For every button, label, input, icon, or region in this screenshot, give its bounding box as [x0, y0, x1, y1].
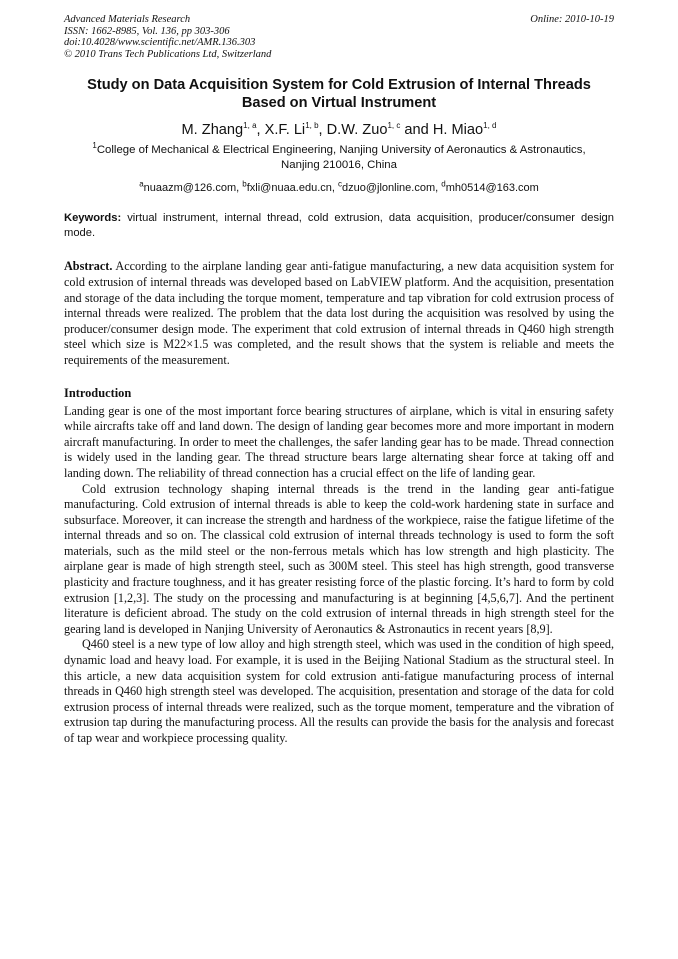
abstract: [64, 259, 614, 368]
journal-issn: ISSN: 1662-8985, Vol. 136, pp 303-306: [64, 25, 230, 37]
author: H. Miao$^{1, d}$: [432, 121, 497, 139]
author: X.F. Li$^{1, b}$,: [264, 121, 327, 139]
author-email[interactable]: $^a$nuaazm@126.com,: [139, 179, 243, 195]
author-list: [64, 121, 614, 139]
affiliation: $^1$College of Mechanical & Electrical Engineering, Nanjing University of Aeronautics & Astronautics, Nanjing 210016, China: [64, 143, 614, 173]
journal-name: Advanced Materials Research: [64, 14, 191, 25]
affiliation-line-2: Nanjing 210016, China: [281, 159, 397, 172]
author: M. Zhang$^{1, a}$,: [181, 121, 265, 139]
keywords-text: virtual instrument, internal thread, cold extrusion, data acquisition, producer/consumer design mode.: [64, 212, 614, 240]
section-heading-introduction: Introduction: [64, 385, 132, 400]
online-date: Online: 2010-10-19: [530, 14, 614, 25]
keywords: [64, 211, 614, 241]
author-email[interactable]: $^b$fxli@nuaa.edu.cn,: [242, 179, 339, 195]
paper-page: [64, 14, 614, 747]
journal-copyright: © 2010 Trans Tech Publications Ltd, Switzerland: [64, 48, 272, 60]
journal-doi: doi:10.4028/www.scientific.net/AMR.136.303: [64, 37, 256, 49]
paper-title: Study on Data Acquisition System for Cold Extrusion of Internal Threads Based on Virtual Instrument: [87, 77, 591, 112]
abstract-text: According to the airplane landing gear anti-fatigue manufacturing, a new data acquisition system for cold extrusion of internal threads was developed based on LabVIEW platform. And the acquisition, presentation and storage of the data including the torque moment, temperature and tap vibration for cold extrusion process of internal threads were realized. The problem that the data lost during the acquisition was resolved by using the producer/consumer design mode. The experiment that cold extrusion of internal threads in Q460 high strength steel which size is M22×1.5 was completed, and the result shows that the system is reliable and meets the requirements of the measurement.: [64, 259, 614, 367]
affiliation-line-1: College of Mechanical & Electrical Engineering, Nanjing University of Aeronautics & Astronautics,: [96, 144, 586, 157]
author-email[interactable]: $^d$mh0514@163.com: [441, 179, 539, 195]
intro-paragraph-2: Cold extrusion technology shaping internal threads is the trend in the landing gear anti-fatigue manufacturing. Cold extrusion of internal threads is able to keep the cold-work hardening state in surface and subsurface. Moreover, it can increase the strength and hardness of the workpiece, raise the fatigue lifetime of the internal threads and so on. The classical cold extrusion of internal threads technology is used to form the soft materials, such as the mild steel or the non-ferrous metals which has low strength and high plasticity. The airplane gear is made of high strength steel, such as 300M steel. This steel has high strength, good transverse plasticity and fracture toughness, and it has greater resisting force of the plastic forcing. It’s hard to form by cold extrusion [1,2,3]. The study on the processing and manufacturing is at beginning [4,5,6,7]. And the pertinent literature is deficient abroad. The study on the cold extrusion of internal threads in high strength steel for the gearing land is developed in Nanjing University of Aeronautics & Astronautics in recent years [8,9].: [64, 481, 614, 636]
intro-paragraph-3: Q460 steel is a new type of low alloy and high strength steel, which was used in the condition of high speed, dynamic load and heavy load. For example, it is used in the Beijing National Stadium as the structural steel. In this article, a new data acquisition system for cold extrusion anti-fatigue manufacturing process of internal threads in Q460 high strength steel was developed. The acquisition, presentation and storage of the data for cold extrusion process of internal threads were realized, such as the torque moment, temperature and the vibration of extrusion tap during the manufacturing process. All the results can provide the basis for the analysis and forecast of tap wear and workpiece processing quality.: [64, 637, 614, 745]
journal-header: [64, 14, 614, 60]
email-list: [64, 181, 614, 195]
author-email[interactable]: $^c$dzuo@jlonline.com,: [338, 179, 442, 195]
author: D.W. Zuo$^{1, c}$ and: [326, 121, 433, 139]
keywords-label: Keywords:: [64, 212, 122, 225]
abstract-label: Abstract.: [64, 259, 113, 274]
intro-paragraph-1: Landing gear is one of the most important force bearing structures of airplane, which is vital in ensuring safety while aircrafts take off and land down. The design of landing gear becomes more and more important in modern aircraft manufacturing. In order to meet the challenges, the safer landing gear has to be made. Thread connection is widely used in the landing gear. The thread structure bears large alternating shear force at taking off and landing down. The reliability of thread connection has a crucial effect on the life of landing gear.: [64, 403, 615, 480]
